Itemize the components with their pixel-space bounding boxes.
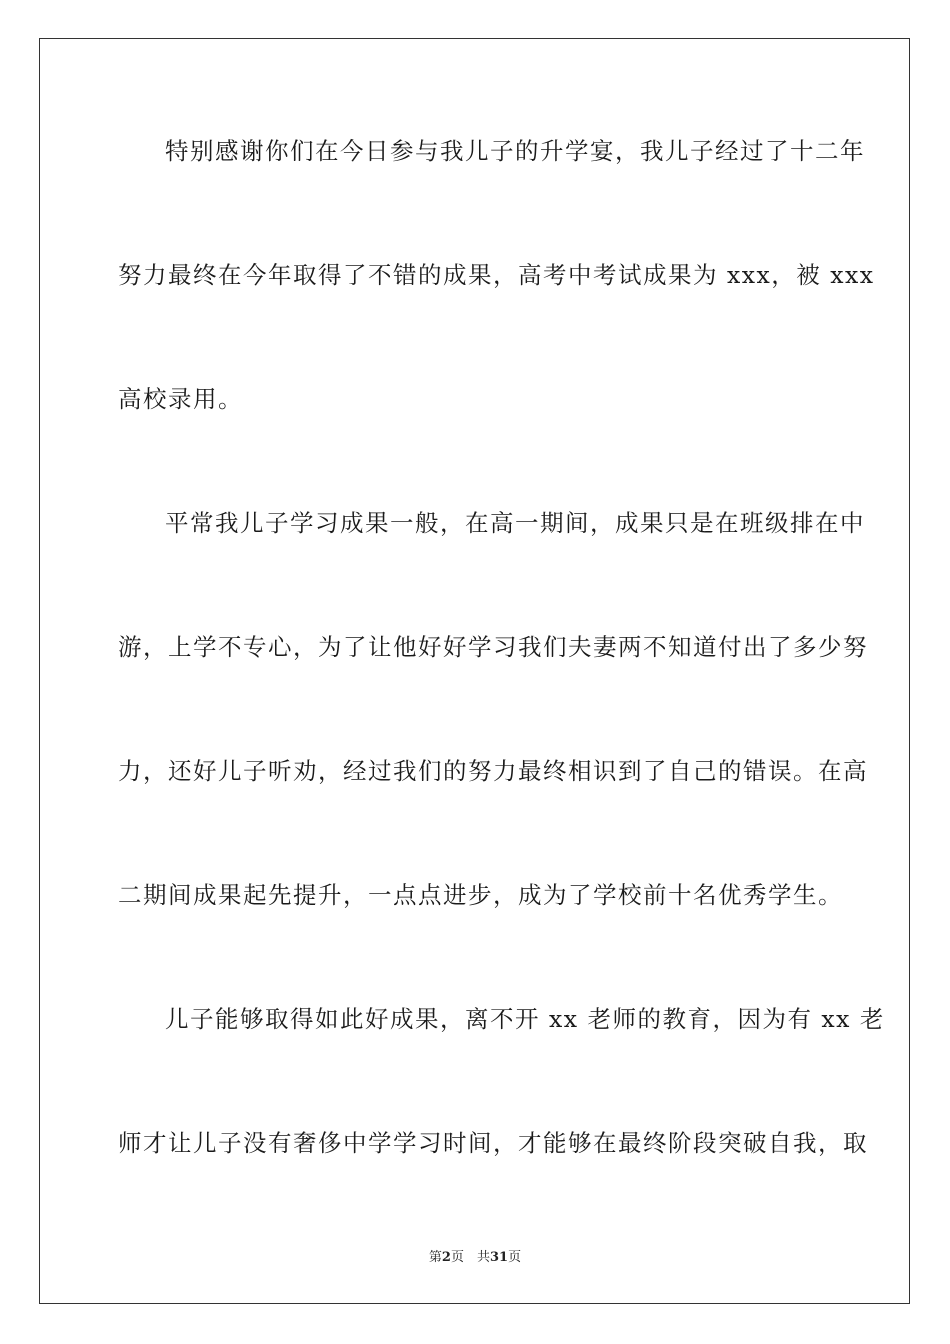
paragraph-line-3: 高校录用。	[118, 385, 243, 413]
page-frame	[39, 38, 910, 1304]
paragraph-line-1: 特别感谢你们在今日参与我儿子的升学宴，我儿子经过了十二年	[165, 137, 865, 165]
page-mid: 页 共	[450, 1250, 490, 1265]
paragraph-line-4: 平常我儿子学习成果一般，在高一期间，成果只是在班级排在中	[165, 509, 865, 537]
page-current: 2	[441, 1250, 451, 1265]
page-number-footer	[0, 1246, 950, 1265]
page-suffix: 页	[508, 1250, 522, 1265]
paragraph-line-2: 努力最终在今年取得了不错的成果，高考中考试成果为 xxx，被 xxx	[118, 261, 875, 289]
paragraph-line-6: 力，还好儿子听劝，经过我们的努力最终相识到了自己的错误。在高	[118, 757, 868, 785]
paragraph-line-8: 儿子能够取得如此好成果，离不开 xx 老师的教育，因为有 xx 老	[165, 1005, 885, 1033]
paragraph-line-9: 师才让儿子没有奢侈中学学习时间，才能够在最终阶段突破自我，取	[118, 1129, 868, 1157]
page-total: 31	[489, 1250, 509, 1265]
paragraph-line-7: 二期间成果起先提升，一点点进步，成为了学校前十名优秀学生。	[118, 881, 843, 909]
paragraph-line-5: 游，上学不专心，为了让他好好学习我们夫妻两不知道付出了多少努	[118, 633, 868, 661]
page-prefix: 第	[428, 1250, 442, 1265]
